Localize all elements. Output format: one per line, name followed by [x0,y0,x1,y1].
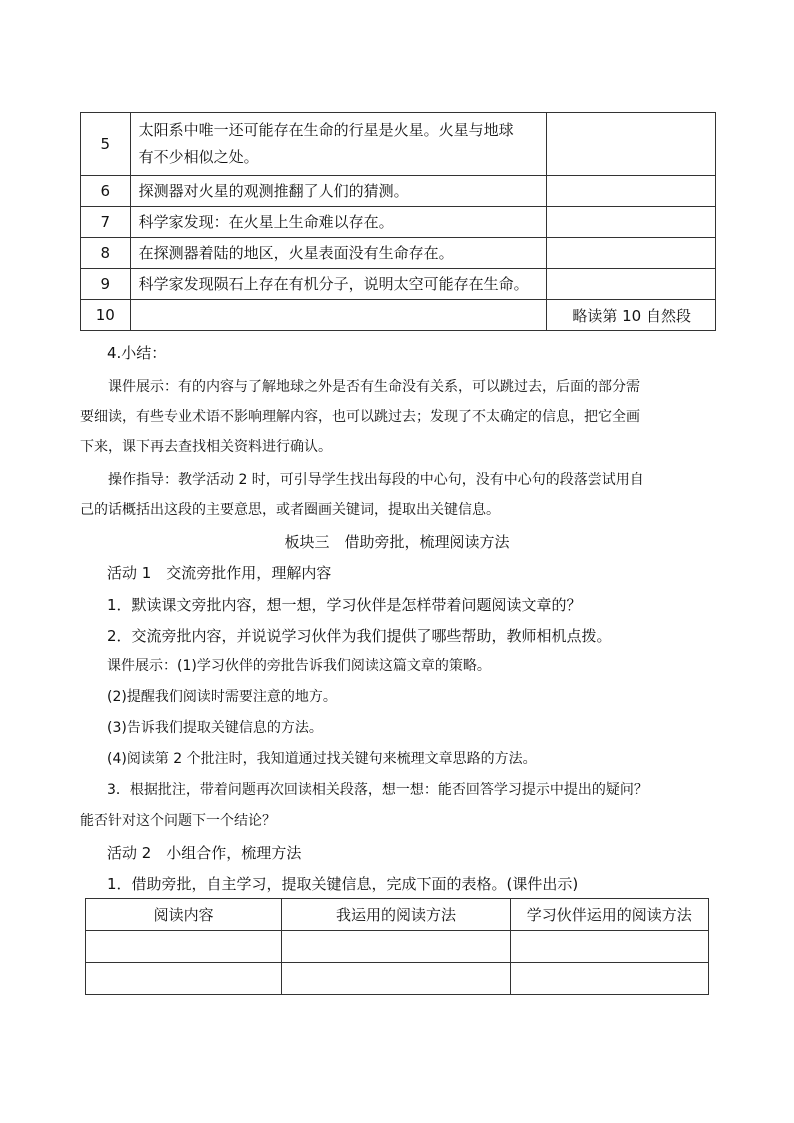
column-header: 阅读内容 [86,899,282,931]
table-row [81,300,716,331]
table-row [81,269,716,300]
row-number: 8 [81,238,131,269]
summary-courseware-line: 下来，课下再去查找相关资料进行确认。 [80,439,332,455]
row-content: 科学家发现陨石上存在有机分子，说明太空可能存在生命。 [130,269,546,300]
activity-1-item-2: 2．交流旁批内容，并说说学习伙伴为我们提供了哪些帮助，教师相机点拨。 [107,627,612,645]
courseware-point: (4)阅读第 2 个批注时，我知道通过找关键句来梳理文章思路的方法。 [107,751,537,767]
section-title: 板块三 借助旁批，梳理阅读方法 [284,533,510,551]
table-cell [282,963,510,995]
row-content [130,300,546,331]
summary-courseware-line: 要细读，有些专业术语不影响理解内容，也可以跳过去；发现了不太确定的信息，把它全画 [80,409,640,425]
column-header: 学习伙伴运用的阅读方法 [510,899,708,931]
row-note [546,269,715,300]
row-note [546,113,715,176]
courseware-point: (3)告诉我们提取关键信息的方法。 [107,720,323,736]
row-number: 6 [81,176,131,207]
table-row [81,238,716,269]
courseware-point: 课件展示：(1)学习伙伴的旁批告诉我们阅读这篇文章的策略。 [107,658,491,674]
activity-2-item-1: 1．借助旁批，自主学习，提取关键信息，完成下面的表格。(课件出示) [107,875,579,893]
summary-courseware-line: 课件展示：有的内容与了解地球之外是否有生命没有关系，可以跳过去，后面的部分需 [108,379,640,395]
table-cell [510,931,708,963]
row-number: 5 [81,113,131,176]
table-cell [86,931,282,963]
row-content: 太阳系中唯一还可能存在生命的行星是火星。火星与地球 有不少相似之处。 [130,113,546,176]
activity-1-item-3: 3．根据批注，带着问题再次回读相关段落，想一想：能否回答学习提示中提出的疑问？ [107,782,648,798]
activity-1-title: 活动 1 交流旁批作用，理解内容 [107,564,332,582]
summary-guidance-line: 操作指导：教学活动 2 时，可引导学生找出每段的中心句，没有中心句的段落尝试用自 [108,472,644,488]
activity-1-item-1: 1．默读课文旁批内容，想一想，学习伙伴是怎样带着问题阅读文章的？ [107,596,582,614]
row-note: 略读第 10 自然段 [546,300,715,331]
row-note [546,238,715,269]
row-content: 探测器对火星的观测推翻了人们的猜测。 [130,176,546,207]
table-cell [282,931,510,963]
summary-guidance-line: 己的话概括出这段的主要意思，或者圈画关键词，提取出关键信息。 [80,502,500,518]
paragraph-analysis-table [80,112,716,331]
table-row [86,931,709,963]
row-content: 科学家发现：在火星上生命难以存在。 [130,207,546,238]
table-row [86,963,709,995]
activity-2-title: 活动 2 小组合作，梳理方法 [107,844,302,862]
table-cell [86,963,282,995]
row-content: 在探测器着陆的地区，火星表面没有生命存在。 [130,238,546,269]
summary-heading: 4.小结： [107,344,167,362]
table-row [81,207,716,238]
reading-method-table [85,898,709,995]
row-note [546,207,715,238]
activity-1-item-3-cont: 能否针对这个问题下一个结论？ [80,813,276,829]
row-note [546,176,715,207]
courseware-point: (2)提醒我们阅读时需要注意的地方。 [107,689,337,705]
table-cell [510,963,708,995]
row-number: 10 [81,300,131,331]
table-row [81,176,716,207]
row-number: 9 [81,269,131,300]
row-number: 7 [81,207,131,238]
table-header-row [86,899,709,931]
column-header: 我运用的阅读方法 [282,899,510,931]
table-row [81,113,716,176]
